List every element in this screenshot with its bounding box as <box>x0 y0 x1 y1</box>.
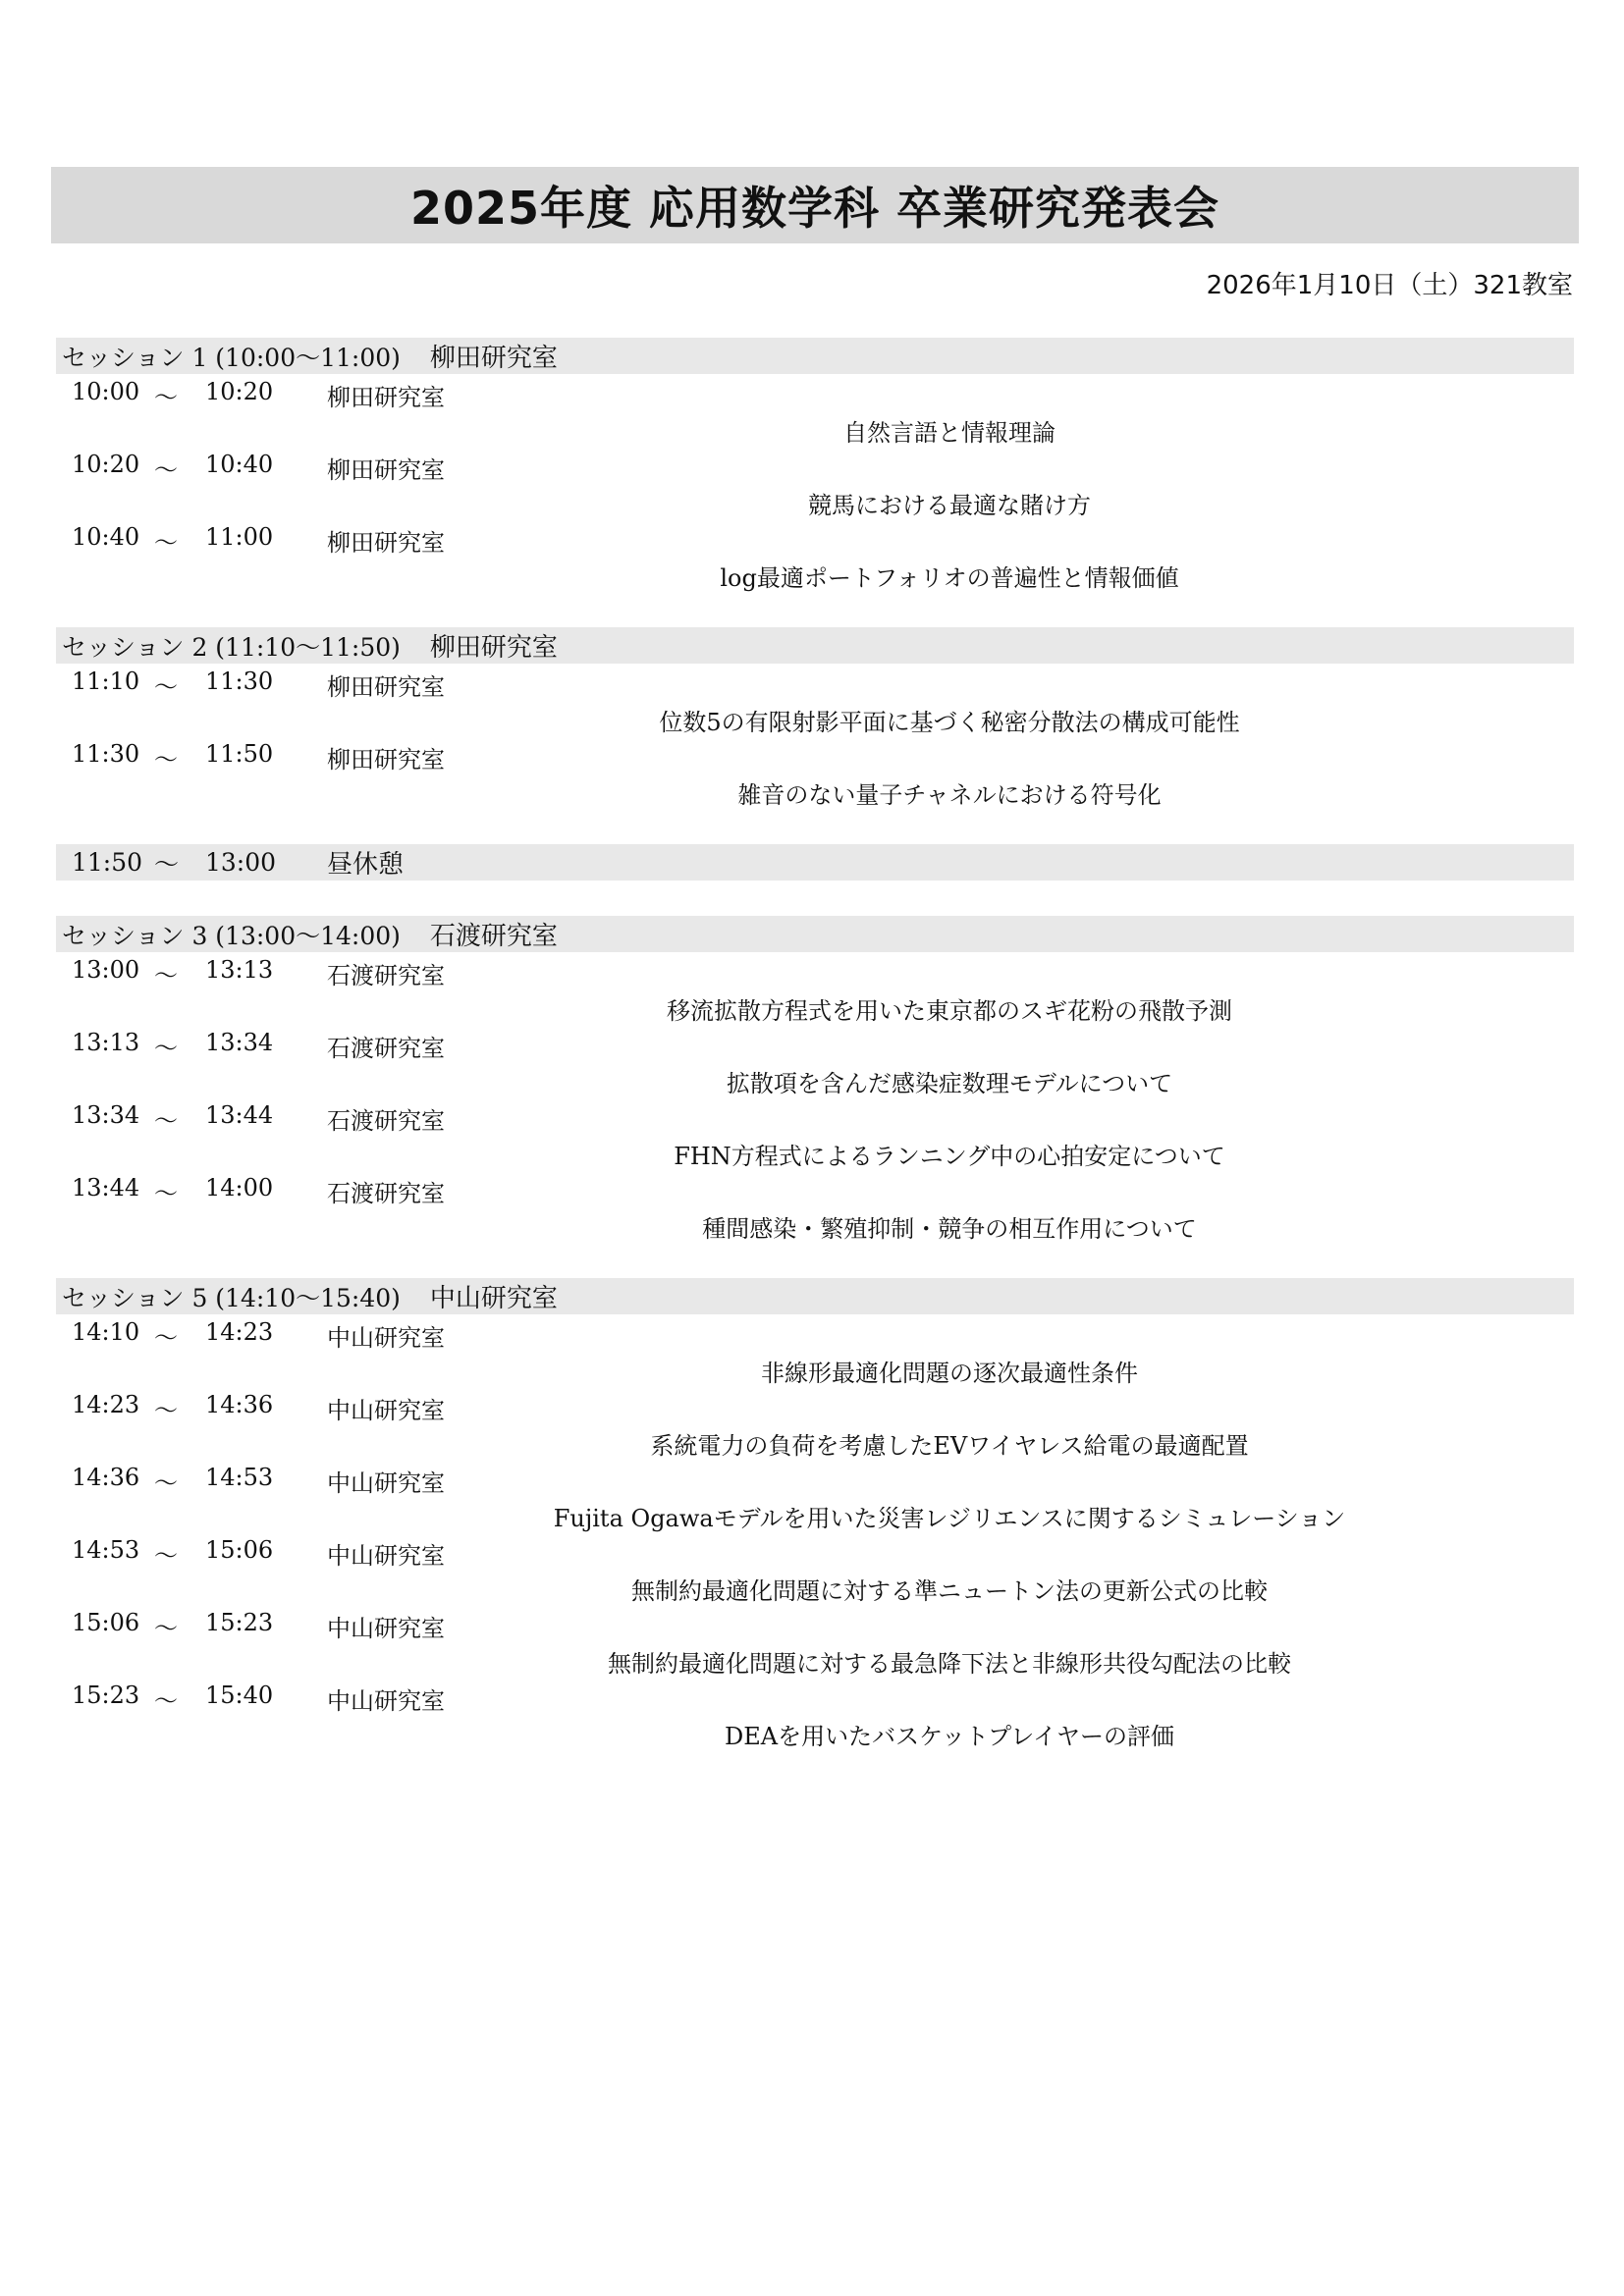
talk-lab: 柳田研究室 <box>327 384 445 411</box>
talk-start: 14:53 <box>72 1536 140 1564</box>
session-lab: 石渡研究室 <box>429 922 558 951</box>
talk-start: 15:06 <box>72 1609 140 1636</box>
talk-end: 14:23 <box>205 1318 274 1346</box>
session-header <box>56 338 1574 374</box>
talk-title: FHN方程式によるランニング中の心拍安定について <box>674 1143 1225 1170</box>
session-heading: セッション 3 (13:00〜14:00) <box>62 921 401 950</box>
talk-lab: 中山研究室 <box>327 1324 445 1352</box>
talk-start: 13:44 <box>72 1174 140 1201</box>
time-separator: 〜 <box>154 849 180 879</box>
talk-lab: 中山研究室 <box>327 1542 445 1570</box>
talk-lab: 柳田研究室 <box>327 529 445 557</box>
talk-row <box>56 952 1574 1025</box>
time-separator: 〜 <box>154 1180 178 1207</box>
talk-row <box>56 374 1574 447</box>
session-header <box>56 916 1574 952</box>
session-header <box>56 1278 1574 1314</box>
talk-title: 移流拡散方程式を用いた東京都のスギ花粉の飛散予測 <box>667 997 1232 1025</box>
talk-lab: 石渡研究室 <box>327 1180 445 1207</box>
talk-end: 15:40 <box>205 1682 274 1709</box>
talk-title: log最適ポートフォリオの普遍性と情報価値 <box>720 564 1179 592</box>
talk-end: 13:13 <box>205 956 274 984</box>
talk-lab: 石渡研究室 <box>327 1035 445 1062</box>
session-2 <box>56 627 1574 809</box>
time-separator: 〜 <box>154 746 178 774</box>
talk-row <box>56 519 1574 592</box>
time-separator: 〜 <box>154 529 178 557</box>
talk-end: 14:36 <box>205 1391 274 1418</box>
session-heading: セッション 2 (11:10〜11:50) <box>62 632 401 662</box>
talk-row <box>56 1532 1574 1605</box>
time-separator: 〜 <box>154 1469 178 1497</box>
date-location: 2026年1月10日（土）321教室 <box>1206 271 1573 300</box>
talk-start: 14:36 <box>72 1464 140 1491</box>
talk-title: 拡散項を含んだ感染症数理モデルについて <box>726 1070 1173 1097</box>
session-heading: セッション 5 (14:10〜15:40) <box>62 1283 401 1312</box>
talk-row <box>56 1314 1574 1387</box>
session-1 <box>56 338 1574 592</box>
talk-title: 雑音のない量子チャネルにおける符号化 <box>737 781 1162 809</box>
talk-start: 14:23 <box>72 1391 140 1418</box>
talk-row <box>56 1460 1574 1532</box>
talk-start: 10:40 <box>72 523 140 551</box>
talk-lab: 中山研究室 <box>327 1469 445 1497</box>
talk-row <box>56 1097 1574 1170</box>
session-lab: 中山研究室 <box>429 1284 558 1313</box>
time-separator: 〜 <box>154 1615 178 1642</box>
talk-end: 11:50 <box>205 740 274 768</box>
talk-row <box>56 447 1574 519</box>
talk-row <box>56 1025 1574 1097</box>
title-bar <box>51 167 1579 243</box>
session-5 <box>56 1278 1574 1750</box>
talk-start: 13:00 <box>72 956 140 984</box>
session-header <box>56 627 1574 664</box>
talk-start: 11:30 <box>72 740 140 768</box>
talk-end: 10:20 <box>205 378 274 405</box>
talk-lab: 中山研究室 <box>327 1615 445 1642</box>
talk-end: 15:23 <box>205 1609 274 1636</box>
talk-title: 非線形最適化問題の逐次最適性条件 <box>761 1360 1138 1387</box>
break-end: 13:00 <box>205 848 277 877</box>
time-separator: 〜 <box>154 1035 178 1062</box>
lunch-break <box>56 844 1574 881</box>
talk-row <box>56 1387 1574 1460</box>
talk-lab: 中山研究室 <box>327 1687 445 1715</box>
talk-row <box>56 736 1574 809</box>
schedule <box>56 338 1574 1786</box>
time-separator: 〜 <box>154 1324 178 1352</box>
talk-end: 14:00 <box>205 1174 274 1201</box>
talk-title: 自然言語と情報理論 <box>843 419 1056 447</box>
talk-end: 14:53 <box>205 1464 274 1491</box>
talk-start: 13:13 <box>72 1029 140 1056</box>
talk-title: 位数5の有限射影平面に基づく秘密分散法の構成可能性 <box>659 709 1240 736</box>
talk-title: Fujita Ogawaモデルを用いた災害レジリエンスに関するシミュレーション <box>553 1505 1346 1532</box>
talk-lab: 石渡研究室 <box>327 1107 445 1135</box>
talk-end: 15:06 <box>205 1536 274 1564</box>
time-separator: 〜 <box>154 962 178 989</box>
talk-start: 10:20 <box>72 451 140 478</box>
talk-lab: 中山研究室 <box>327 1397 445 1424</box>
talk-lab: 石渡研究室 <box>327 962 445 989</box>
talk-end: 11:00 <box>205 523 274 551</box>
talk-row <box>56 1605 1574 1678</box>
time-separator: 〜 <box>154 1687 178 1715</box>
session-heading: セッション 1 (10:00〜11:00) <box>62 343 401 372</box>
talk-title: DEAを用いたバスケットプレイヤーの評価 <box>724 1723 1174 1750</box>
talk-end: 13:34 <box>205 1029 274 1056</box>
session-3 <box>56 916 1574 1243</box>
talk-end: 11:30 <box>205 667 274 695</box>
talk-title: 種間感染・繁殖抑制・競争の相互作用について <box>702 1215 1197 1243</box>
talk-lab: 柳田研究室 <box>327 456 445 484</box>
talk-title: 無制約最適化問題に対する準ニュートン法の更新公式の比較 <box>631 1577 1268 1605</box>
talk-lab: 柳田研究室 <box>327 746 445 774</box>
talk-row <box>56 664 1574 736</box>
time-separator: 〜 <box>154 673 178 701</box>
talk-lab: 柳田研究室 <box>327 673 445 701</box>
session-lab: 柳田研究室 <box>429 633 558 663</box>
time-separator: 〜 <box>154 1542 178 1570</box>
time-separator: 〜 <box>154 1397 178 1424</box>
time-separator: 〜 <box>154 456 178 484</box>
talk-start: 11:10 <box>72 667 140 695</box>
break-label: 昼休憩 <box>327 850 405 880</box>
time-separator: 〜 <box>154 1107 178 1135</box>
time-separator: 〜 <box>154 384 178 411</box>
talk-end: 10:40 <box>205 451 274 478</box>
talk-start: 15:23 <box>72 1682 140 1709</box>
talk-row <box>56 1678 1574 1750</box>
break-start: 11:50 <box>72 848 143 877</box>
talk-title: 競馬における最適な賭け方 <box>808 492 1091 519</box>
talk-start: 10:00 <box>72 378 140 405</box>
talk-title: 系統電力の負荷を考慮したEVワイヤレス給電の最適配置 <box>650 1432 1249 1460</box>
talk-row <box>56 1170 1574 1243</box>
talk-start: 13:34 <box>72 1101 140 1129</box>
talk-title: 無制約最適化問題に対する最急降下法と非線形共役勾配法の比較 <box>608 1650 1291 1678</box>
session-lab: 柳田研究室 <box>429 344 558 373</box>
page-title: 2025年度 応用数学科 卒業研究発表会 <box>409 182 1220 235</box>
talk-end: 13:44 <box>205 1101 274 1129</box>
talk-start: 14:10 <box>72 1318 140 1346</box>
